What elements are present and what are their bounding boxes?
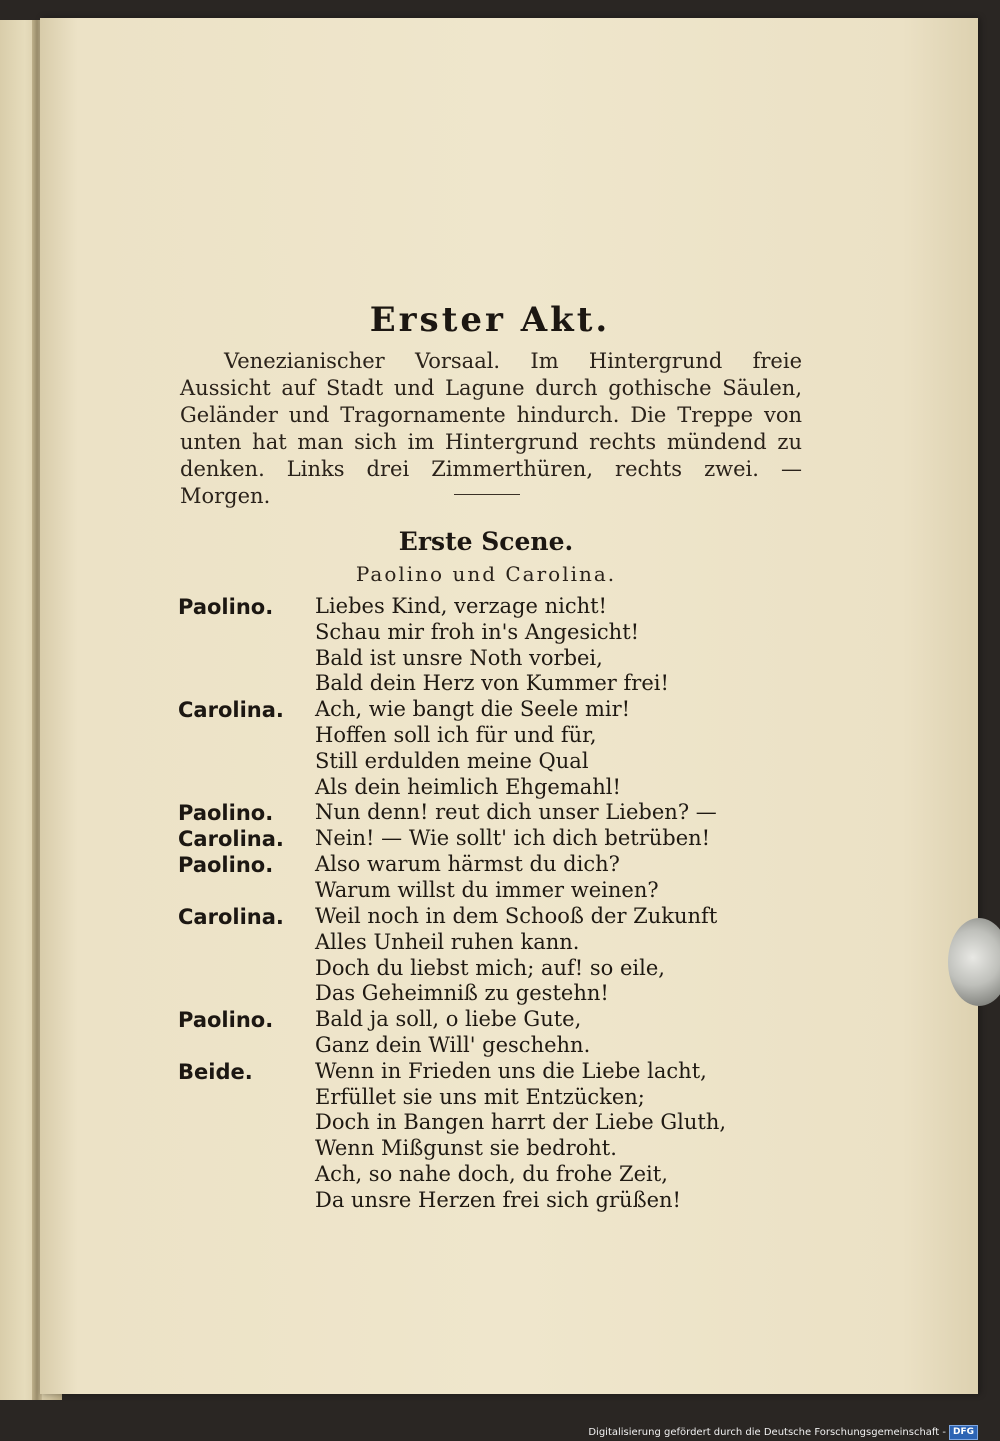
scene-persons: Paolino und Carolina. — [355, 562, 617, 586]
speaker-name: Paolino. — [178, 801, 274, 826]
verse-line: Ganz dein Will' geschehn. — [315, 1032, 591, 1057]
verse-line: Das Geheimniß zu gestehn! — [315, 981, 609, 1006]
dfg-logo: DFG — [949, 1425, 978, 1440]
speaker-name: Paolino. — [178, 853, 274, 878]
speech — [178, 1007, 818, 1059]
verse-line: Nein! — Wie sollt' ich dich betrüben! — [315, 826, 711, 851]
stage-direction-text: Venezianischer Vorsaal. Im Hintergrund freie Aussicht auf Stadt und Lagune durch gothische Säulen, Geländer und Tragornamente hindurch. Die Treppe von unten hat man sich im Hintergrund rechts mündend zu denken. Links drei Zimmerthüren, rechts zwei. — Morgen. — [180, 349, 802, 508]
section-divider — [454, 494, 520, 495]
verse-line: Also warum härmst du dich? — [315, 852, 620, 877]
speech — [178, 1059, 818, 1214]
speech — [178, 800, 818, 826]
speech — [178, 594, 818, 697]
speech-lines — [315, 800, 818, 826]
speech — [178, 904, 818, 1007]
verse-line: Liebes Kind, verzage nicht! — [315, 594, 608, 618]
speech-lines — [315, 594, 818, 697]
verse-line: Bald ist unsre Noth vorbei, — [315, 645, 603, 670]
speech-lines — [315, 1007, 818, 1059]
verse-line: Doch in Bangen harrt der Liebe Gluth, — [315, 1110, 727, 1135]
speaker-name: Paolino. — [178, 595, 274, 619]
verse-line: Wenn Mißgunst sie bedroht. — [315, 1136, 617, 1161]
speaker-name: Carolina. — [178, 904, 284, 929]
speech-lines — [315, 1059, 818, 1214]
verse-line: Alles Unheil ruhen kann. — [315, 929, 580, 954]
verse-line: Ach, so nahe doch, du frohe Zeit, — [315, 1161, 668, 1186]
verse-line: Bald dein Herz von Kummer frei! — [315, 671, 669, 696]
speech-lines — [315, 904, 818, 1007]
speech — [178, 852, 818, 904]
verse-line: Wenn in Frieden uns die Liebe lacht, — [315, 1058, 707, 1083]
speaker-name: Carolina. — [178, 698, 284, 723]
speaker-name: Carolina. — [178, 827, 284, 852]
verse-line: Warum willst du immer weinen? — [315, 878, 659, 903]
verse-line: Ach, wie bangt die Seele mir! — [315, 697, 631, 722]
verse-line: Bald ja soll, o liebe Gute, — [315, 1007, 582, 1032]
verse-line: Nun denn! reut dich unser Lieben? — — [315, 800, 717, 825]
digitization-footer — [588, 1425, 978, 1439]
speech — [178, 826, 818, 852]
verse-line: Doch du liebst mich; auf! so eile, — [315, 955, 665, 980]
verse-line: Schau mir froh in's Angesicht! — [315, 619, 640, 644]
verse-line: Als dein heimlich Ehgemahl! — [315, 774, 621, 799]
verse-line: Hoffen soll ich für und für, — [315, 722, 597, 747]
speech-lines — [315, 826, 818, 852]
verse-line: Erfüllet sie uns mit Entzücken; — [315, 1084, 645, 1109]
speech-lines — [315, 852, 818, 904]
stage-direction — [180, 348, 802, 510]
scene-heading: Erste Scene. — [398, 527, 574, 556]
act-title: Erster Akt. — [369, 300, 611, 340]
speech — [178, 697, 818, 800]
footer-credit: Digitalisierung gefördert durch die Deutsche Forschungsgemeinschaft - — [588, 1426, 946, 1438]
verse-line: Da unsre Herzen frei sich grüßen! — [315, 1187, 681, 1212]
speaker-name: Paolino. — [178, 1008, 274, 1033]
dialogue — [178, 594, 818, 1214]
speaker-name: Beide. — [178, 1059, 253, 1084]
verse-line: Still erdulden meine Qual — [315, 748, 589, 773]
verse-line: Weil noch in dem Schooß der Zukunft — [315, 903, 718, 928]
speech-lines — [315, 697, 818, 800]
